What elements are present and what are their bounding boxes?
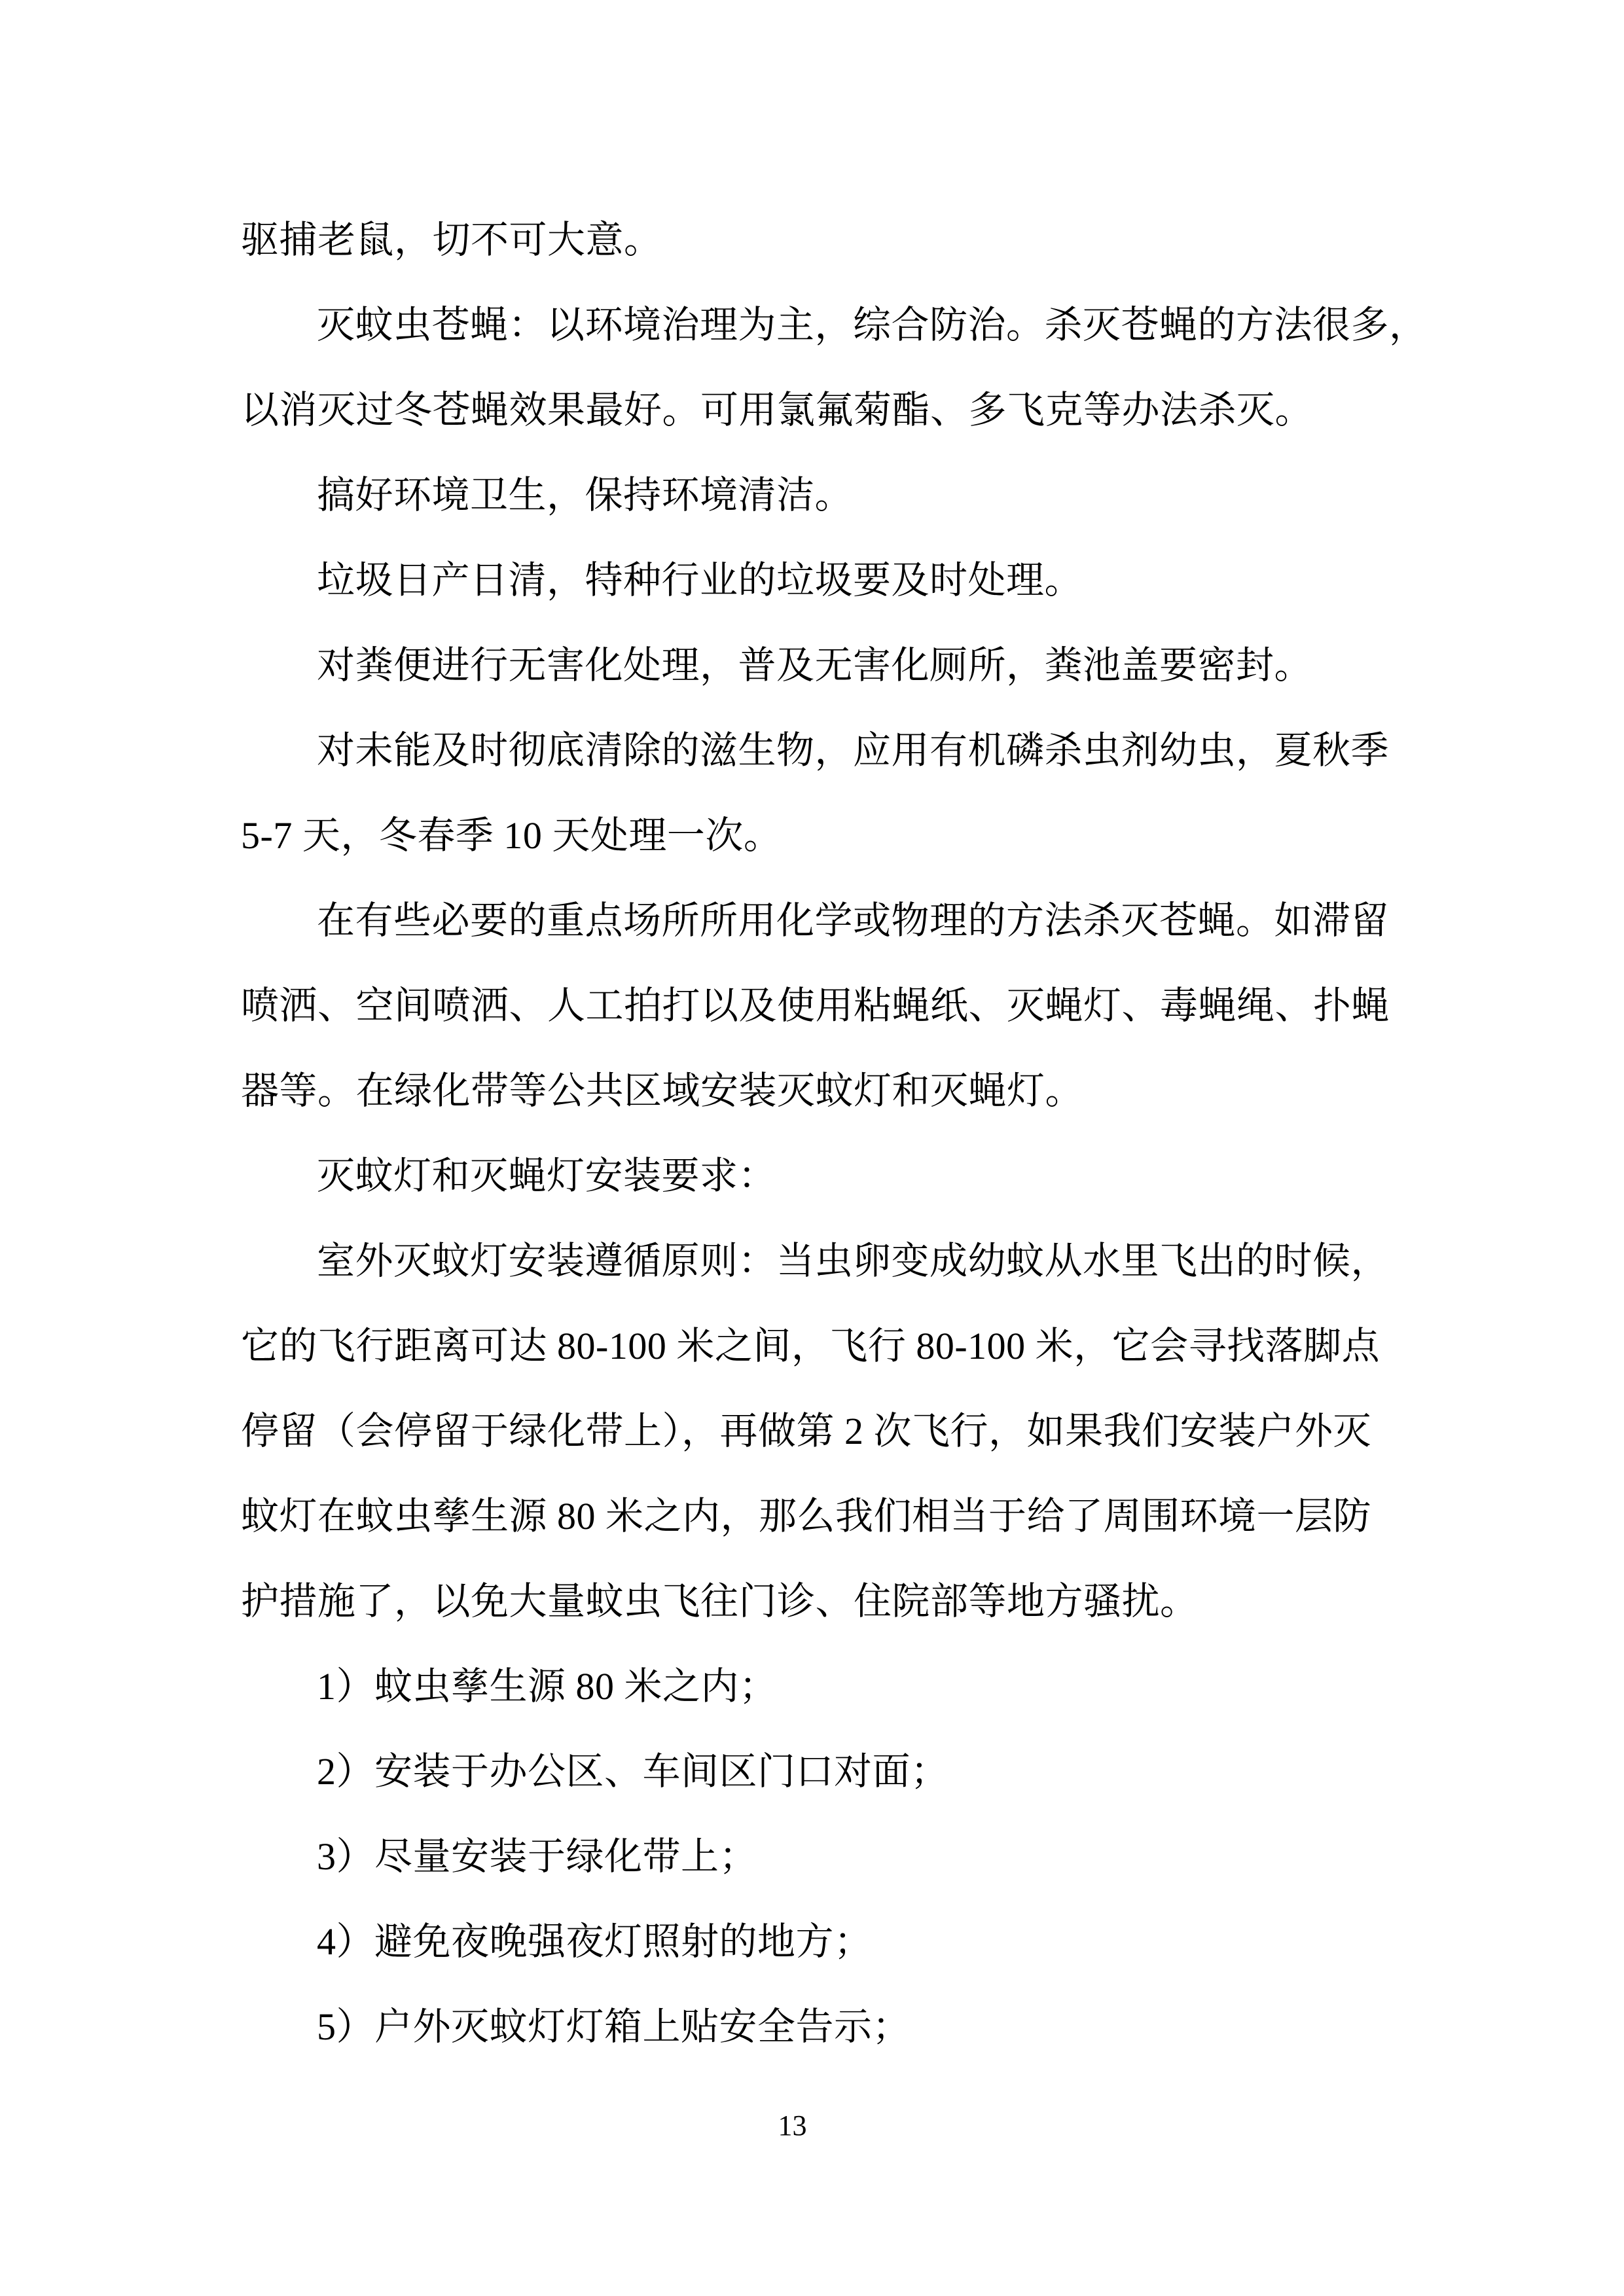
text-line: 2）安装于办公区、车间区门口对面； bbox=[317, 1750, 949, 1793]
text-line: 以消灭过冬苍蝇效果最好。可用氯氟菊酯、多飞克等办法杀灭。 bbox=[241, 389, 1314, 431]
text-line: 蚊灯在蚊虫孳生源 80 米之内，那么我们相当于给了周围环境一层防 bbox=[241, 1495, 1372, 1537]
text-line: 搞好环境卫生，保持环境清洁。 bbox=[317, 474, 854, 516]
text-line: 5-7 天，冬春季 10 天处理一次。 bbox=[241, 814, 782, 857]
page-number: 13 bbox=[778, 2109, 807, 2142]
text-line: 灭蚊灯和灭蝇灯安装要求： bbox=[317, 1155, 777, 1197]
text-line: 停留（会停留于绿化带上），再做第 2 次飞行，如果我们安装户外灭 bbox=[241, 1410, 1372, 1452]
text-line: 护措施了，以免大量蚊虫飞往门诊、住院部等地方骚扰。 bbox=[241, 1580, 1199, 1623]
text-line: 喷洒、空间喷洒、人工拍打以及使用粘蝇纸、灭蝇灯、毒蝇绳、扑蝇 bbox=[241, 984, 1390, 1027]
text-line: 驱捕老鼠，切不可大意。 bbox=[241, 219, 662, 261]
text-line: 垃圾日产日清，特种行业的垃圾要及时处理。 bbox=[317, 559, 1083, 601]
text-line: 灭蚊虫苍蝇：以环境治理为主，综合防治。杀灭苍蝇的方法很多， bbox=[317, 304, 1428, 346]
text-line: 器等。在绿化带等公共区域安装灭蚊灯和灭蝇灯。 bbox=[241, 1069, 1084, 1112]
text-line: 4）避免夜晚强夜灯照射的地方； bbox=[317, 1920, 873, 1963]
text-line: 在有些必要的重点场所所用化学或物理的方法杀灭苍蝇。如滞留 bbox=[317, 899, 1390, 942]
text-line: 5）户外灭蚊灯灯箱上贴安全告示； bbox=[317, 2005, 911, 2048]
document-body bbox=[241, 198, 1428, 2070]
text-line: 对粪便进行无害化处理，普及无害化厕所，粪池盖要密封。 bbox=[317, 644, 1313, 687]
text-line: 对未能及时彻底清除的滋生物，应用有机磷杀虫剂幼虫，夏秋季 bbox=[317, 729, 1390, 772]
text-line: 室外灭蚊灯安装遵循原则：当虫卵变成幼蚊从水里飞出的时候， bbox=[317, 1240, 1390, 1282]
text-line: 1）蚊虫孳生源 80 米之内； bbox=[317, 1665, 778, 1708]
text-line: 它的飞行距离可达 80-100 米之间，飞行 80-100 米，它会寻找落脚点 bbox=[241, 1325, 1380, 1367]
text-line: 3）尽量安装于绿化带上； bbox=[317, 1835, 758, 1878]
